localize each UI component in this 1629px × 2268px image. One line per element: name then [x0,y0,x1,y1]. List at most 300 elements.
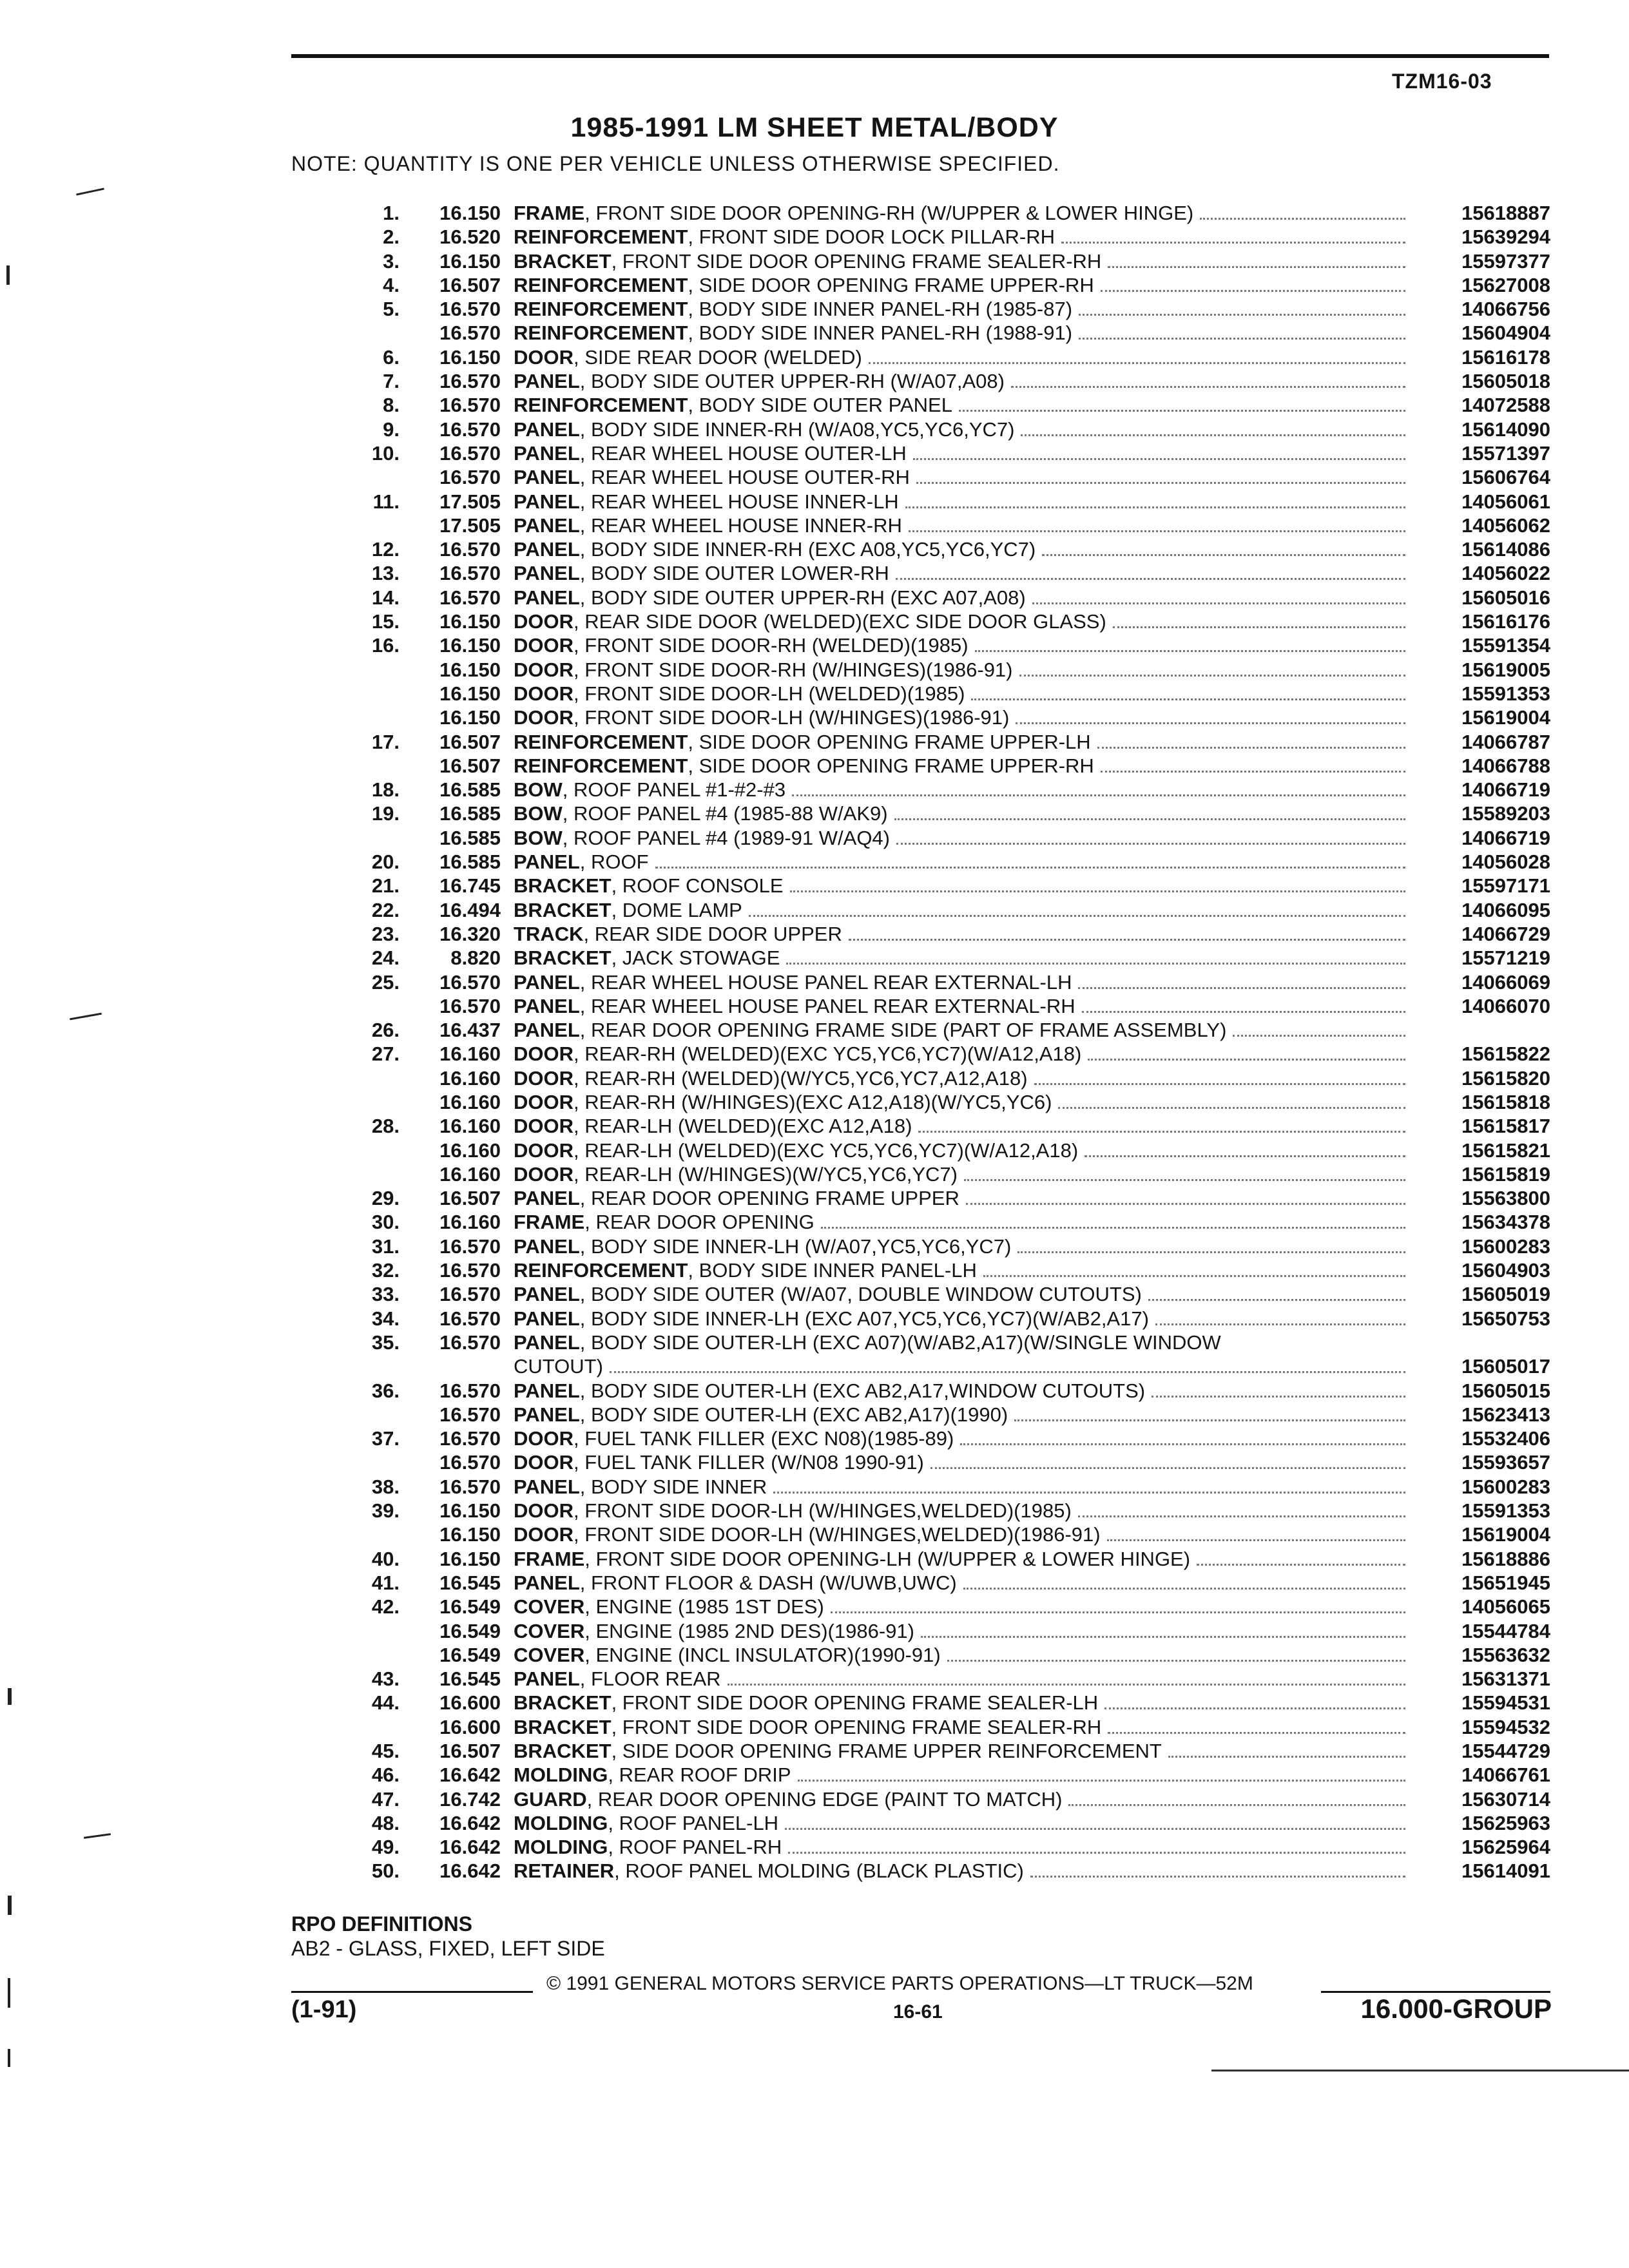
dot-leader [1108,1732,1405,1734]
dot-leader [1078,987,1405,989]
part-detail: , FRONT SIDE DOOR-LH (W/HINGES,WELDED)(1985) [574,1499,1072,1523]
part-keyword: BRACKET [514,898,612,921]
part-keyword: REINFORCEMENT [514,730,688,753]
group-code: 16.570 [439,1307,501,1330]
part-number: 15618886 [1461,1547,1550,1570]
part-number: 15571397 [1461,441,1550,465]
part-number: 15544784 [1461,1619,1550,1642]
dot-leader [1197,1564,1405,1566]
part-detail: , ENGINE (1985 2ND DES)(1986-91) [584,1619,914,1642]
part-number: 15619005 [1461,658,1550,681]
part-detail: , FLOOR REAR [579,1667,721,1691]
part-description [514,465,1409,490]
dot-leader [1042,554,1405,556]
item-number: 34. [371,1307,400,1330]
item-number: 9. [383,418,400,441]
parts-row [0,1210,1629,1234]
dot-leader [1084,1155,1405,1157]
dot-leader [821,1227,1405,1229]
dot-leader [1014,1419,1405,1421]
group-code: 16.150 [439,610,501,633]
scan-mark [8,2049,10,2067]
group-code: 16.570 [439,1403,501,1426]
part-keyword: DOOR [514,1115,574,1138]
part-number: 15605017 [1461,1354,1550,1378]
part-detail: , FRONT SIDE DOOR OPENING-RH (W/UPPER & LOWER HINGE) [584,202,1194,224]
group-code: 16.507 [439,730,501,753]
part-detail: , REAR-LH (W/HINGES)(W/YC5,YC6,YC7) [574,1162,958,1186]
part-detail: , BODY SIDE OUTER PANEL [688,394,952,417]
part-number: 14066069 [1461,970,1550,994]
part-description [514,1042,1409,1066]
part-number: 15625963 [1461,1811,1550,1834]
part-keyword: PANEL [514,1571,580,1594]
parts-row [0,1691,1629,1715]
part-number: 15605016 [1461,586,1550,609]
parts-row [0,1643,1629,1667]
dot-leader [1079,314,1405,316]
part-detail: , ENGINE (1985 1ST DES) [584,1595,824,1619]
group-code: 16.150 [439,345,501,369]
rpo-definition: AB2 - GLASS, FIXED, LEFT SIDE [291,1937,605,1960]
item-number: 13. [371,562,400,585]
parts-row [0,706,1629,729]
part-detail: , REAR SIDE DOOR (WELDED)(EXC SIDE DOOR GLASS) [574,610,1106,633]
parts-row [0,898,1629,922]
part-description [514,441,1409,466]
part-detail: , BODY SIDE OUTER-LH (EXC A07)(W/AB2,A17)(W/SINGLE WINDOW [579,1331,1221,1354]
parts-row [0,610,1629,633]
part-number: 15604903 [1461,1259,1550,1282]
group-code: 16.160 [439,1066,501,1090]
part-description [514,874,1409,898]
parts-row [0,1066,1629,1090]
item-number: 28. [371,1115,400,1138]
dot-leader [788,1852,1405,1854]
part-number: 15597377 [1461,249,1550,273]
item-number: 3. [383,249,400,273]
part-keyword: REINFORCEMENT [514,754,688,777]
part-description [514,778,1409,802]
part-number: 15605019 [1461,1283,1550,1306]
item-number: 39. [371,1499,400,1523]
item-number: 8. [383,394,400,417]
dot-leader [1058,1107,1405,1109]
part-number: 15591354 [1461,634,1550,657]
part-description [514,1547,1409,1571]
part-keyword: COVER [514,1619,585,1642]
part-number: 15571219 [1461,947,1550,970]
group-code: 16.570 [439,970,501,994]
part-number: 15589203 [1461,802,1550,825]
dot-leader [1061,242,1405,244]
group-code: 16.160 [439,1162,501,1186]
item-number: 38. [371,1475,400,1498]
part-keyword: BRACKET [514,874,612,898]
group-code: 16.160 [439,1115,501,1138]
group-code: 16.742 [439,1787,501,1811]
part-detail: , BODY SIDE INNER PANEL-RH (1985-87) [688,298,1073,321]
group-code: 16.160 [439,1139,501,1162]
item-number: 46. [371,1763,400,1787]
part-number: 15623413 [1461,1403,1550,1426]
part-detail: , BODY SIDE INNER-LH (EXC A07,YC5,YC6,YC7)(W/AB2,A17) [579,1307,1149,1330]
dot-leader [966,1203,1405,1205]
parts-row [0,1186,1629,1210]
item-number: 22. [371,898,400,921]
group-code: 16.570 [439,1235,501,1258]
part-detail: , FRONT SIDE DOOR-LH (W/HINGES,WELDED)(1986-91) [574,1523,1101,1546]
group-code: 16.570 [439,441,501,465]
item-number: 29. [371,1187,400,1210]
part-number: 14066719 [1461,778,1550,802]
part-detail: , BODY SIDE OUTER UPPER-RH (W/A07,A08) [579,370,1005,393]
part-number: 14056061 [1461,490,1550,513]
dot-leader [1032,602,1405,604]
part-description [514,970,1409,995]
dot-leader [1101,771,1405,773]
part-number: 14056028 [1461,850,1550,874]
part-detail: , SIDE DOOR OPENING FRAME UPPER REINFORCEMENT [611,1740,1162,1762]
item-number: 24. [371,947,400,970]
part-keyword: BOW [514,802,563,825]
parts-row [0,1763,1629,1787]
part-keyword: GUARD [514,1787,587,1811]
part-detail: , BODY SIDE INNER [579,1475,767,1498]
dot-leader [1082,1011,1405,1013]
parts-row [0,1114,1629,1138]
part-keyword: PANEL [514,850,580,874]
dot-leader [975,650,1405,652]
parts-row [0,1139,1629,1162]
item-number: 12. [371,538,400,561]
footer-date: (1-91) [291,1996,357,2023]
parts-row [0,345,1629,369]
part-number: 15591353 [1461,1499,1550,1523]
footer-page-number: 16-61 [893,2001,943,2023]
dot-leader [1078,1515,1405,1517]
part-number: 14066095 [1461,898,1550,921]
part-number: 15619004 [1461,706,1550,729]
parts-row [0,1523,1629,1546]
parts-row [0,369,1629,393]
part-keyword: PANEL [514,1403,580,1426]
part-keyword: PANEL [514,1187,580,1210]
part-description [514,1258,1409,1283]
part-number: 15631371 [1461,1667,1550,1691]
part-detail: , SIDE DOOR OPENING FRAME UPPER-RH [688,754,1094,777]
part-number: 15615818 [1461,1090,1550,1113]
part-keyword: REINFORCEMENT [514,322,688,345]
dot-leader [1034,1083,1405,1085]
dot-leader [785,1828,1405,1830]
parts-row [0,1859,1629,1883]
part-keyword: PANEL [514,970,580,994]
part-number: 14066756 [1461,298,1550,321]
part-description [514,1162,1409,1187]
part-detail: , ROOF CONSOLE [611,874,784,898]
part-description [514,682,1409,706]
part-keyword: FRAME [514,1547,585,1570]
dot-leader [964,1179,1405,1181]
parts-row [0,465,1629,489]
dot-leader [983,1275,1405,1277]
part-description [514,1403,1409,1427]
part-description [514,418,1409,442]
part-detail: , REAR WHEEL HOUSE INNER-RH [579,514,902,537]
part-number: 15618887 [1461,202,1550,224]
part-number: 14066787 [1461,730,1550,753]
part-keyword: DOOR [514,1427,574,1450]
dot-leader [905,506,1405,508]
part-keyword: PANEL [514,1475,580,1498]
dot-leader [655,867,1405,869]
group-code: 16.150 [439,634,501,657]
part-description [514,369,1409,394]
group-code: 16.642 [439,1811,501,1834]
part-detail: , REAR WHEEL HOUSE PANEL REAR EXTERNAL-LH [579,970,1072,994]
part-detail: , FUEL TANK FILLER (EXC N08)(1985-89) [574,1427,954,1450]
part-description [514,1571,1409,1595]
parts-row [0,826,1629,850]
group-code: 16.507 [439,754,501,777]
part-detail: , BODY SIDE OUTER LOWER-RH [579,562,889,585]
part-number: 14066719 [1461,826,1550,849]
scan-mark [8,1978,10,2008]
part-number: 14066788 [1461,754,1550,777]
dot-leader [1088,1059,1405,1061]
part-detail: , FRONT SIDE DOOR OPENING FRAME SEALER-RH [611,249,1102,273]
group-code: 16.600 [439,1691,501,1715]
part-detail: , REAR WHEEL HOUSE PANEL REAR EXTERNAL-RH [579,994,1075,1017]
part-description [514,1427,1409,1451]
part-keyword: PANEL [514,1331,580,1354]
part-keyword: COVER [514,1643,585,1666]
part-description [514,249,1409,274]
dot-leader [786,963,1405,965]
part-description [514,1763,1409,1787]
part-description [514,1691,1409,1715]
group-code: 16.585 [439,802,501,825]
part-detail: , ROOF [579,850,649,874]
parts-row [0,633,1629,657]
dot-leader [1019,675,1405,677]
part-description [514,730,1409,754]
item-number: 23. [371,922,400,945]
part-keyword: DOOR [514,706,574,729]
group-code: 16.545 [439,1667,501,1691]
part-number: 15614091 [1461,1860,1550,1883]
part-description [514,1066,1409,1091]
part-detail: , FRONT SIDE DOOR-LH (W/HINGES)(1986-91) [574,706,1010,729]
part-detail: , REAR-LH (WELDED)(EXC YC5,YC6,YC7)(W/A12,A18) [574,1139,1079,1162]
part-description [514,898,1409,923]
parts-row [0,418,1629,441]
part-keyword: DOOR [514,1451,574,1474]
group-code: 16.549 [439,1595,501,1619]
part-detail: , ROOF PANEL #4 (1989-91 W/AQ4) [562,826,890,849]
item-number: 15. [371,610,400,633]
part-keyword: TRACK [514,922,584,945]
part-number: 15639294 [1461,226,1550,249]
part-number: 15593657 [1461,1451,1550,1474]
scan-mark [76,187,104,195]
part-description [514,633,1409,658]
part-keyword: DOOR [514,1162,574,1186]
part-keyword: PANEL [514,418,580,441]
part-description [514,1379,1409,1403]
part-keyword: BRACKET [514,947,612,970]
dot-leader [1152,1396,1405,1398]
item-number: 6. [383,345,400,369]
group-code: 16.570 [439,1451,501,1474]
parts-row [0,1787,1629,1811]
part-description [514,225,1409,249]
part-detail: , REAR DOOR OPENING FRAME SIDE (PART OF FRAME ASSEMBLY) [579,1019,1227,1042]
part-detail: , FRONT SIDE DOOR LOCK PILLAR-RH [688,226,1055,249]
part-number: 15594532 [1461,1715,1550,1738]
group-code: 16.570 [439,1331,501,1354]
part-detail: , SIDE REAR DOOR (WELDED) [574,345,862,369]
part-detail: , FRONT SIDE DOOR-RH (W/HINGES)(1986-91) [574,658,1013,681]
parts-row [0,249,1629,273]
footer-rule-right [1321,1991,1550,1993]
part-detail: , REAR DOOR OPENING FRAME UPPER [579,1187,959,1210]
dot-leader [971,698,1405,700]
part-keyword: BRACKET [514,1691,612,1715]
part-keyword: BOW [514,826,563,849]
part-description [514,850,1409,874]
part-detail: , BODY SIDE OUTER-LH (EXC AB2,A17)(1990) [579,1403,1008,1426]
dot-leader [792,794,1405,796]
parts-row [0,561,1629,585]
part-number: 15615817 [1461,1115,1550,1138]
parts-row [0,874,1629,898]
part-number: 15600283 [1461,1235,1550,1258]
part-number: 14066761 [1461,1763,1550,1787]
part-description [514,1667,1409,1691]
dot-leader [913,458,1405,460]
part-description [514,922,1409,947]
dot-leader [916,482,1405,484]
part-description [514,321,1409,345]
part-detail: , REAR-LH (WELDED)(EXC A12,A18) [574,1115,912,1138]
group-code: 16.570 [439,418,501,441]
footer-copyright: © 1991 GENERAL MOTORS SERVICE PARTS OPERATIONS—LT TRUCK—52M [546,1973,1253,1994]
dot-leader [960,1443,1405,1445]
item-number: 48. [371,1811,400,1834]
part-detail: , FRONT FLOOR & DASH (W/UWB,UWC) [579,1571,957,1594]
parts-row [0,1835,1629,1859]
top-rule [291,54,1549,58]
part-detail: , REAR SIDE DOOR UPPER [583,922,842,945]
dot-leader [1011,386,1405,388]
part-detail: , FRONT SIDE DOOR OPENING FRAME SEALER-RH [611,1715,1102,1738]
part-number: 14066070 [1461,994,1550,1017]
part-detail: , FUEL TANK FILLER (W/N08 1990-91) [574,1451,924,1474]
part-detail: , ENGINE (INCL INSULATOR)(1990-91) [584,1643,941,1666]
parts-row [0,1258,1629,1282]
part-description [514,1114,1409,1139]
dot-leader [1148,1299,1405,1301]
group-code: 16.507 [439,1740,501,1762]
parts-row [0,297,1629,321]
bottom-rule [1211,2070,1629,2071]
part-number: 15563632 [1461,1643,1550,1666]
part-keyword: PANEL [514,1283,580,1306]
group-code: 16.549 [439,1619,501,1642]
dot-leader [1068,1804,1405,1806]
part-description [514,1859,1409,1883]
part-number: 15625964 [1461,1836,1550,1859]
rpo-heading: RPO DEFINITIONS [291,1912,472,1936]
dot-leader [610,1371,1405,1373]
dot-leader [918,1131,1405,1133]
part-description [514,1787,1409,1812]
parts-row [0,1595,1629,1619]
parts-row [0,850,1629,874]
parts-list [0,201,1629,1883]
footer-rule-left [291,1991,533,1993]
item-number: 2. [383,226,400,249]
scan-mark [8,1896,12,1915]
part-detail: , REAR WHEEL HOUSE OUTER-RH [579,466,910,489]
parts-row [0,1715,1629,1739]
parts-row [0,778,1629,802]
part-description [514,1307,1409,1331]
dot-leader [947,1660,1405,1662]
dot-leader [930,1467,1405,1469]
part-description [514,1523,1409,1547]
group-code: 16.570 [439,1283,501,1306]
item-number: 44. [371,1691,400,1715]
dot-leader [790,890,1405,892]
part-description [514,1210,1409,1235]
part-keyword: PANEL [514,562,580,585]
group-code: 16.160 [439,1211,501,1234]
part-detail: , REAR ROOF DRIP [608,1763,791,1787]
part-detail: , SIDE DOOR OPENING FRAME UPPER-RH [688,273,1094,296]
dot-leader [1200,218,1405,220]
group-code: 16.570 [439,1427,501,1450]
part-number: 15563800 [1461,1187,1550,1210]
part-detail: , BODY SIDE INNER-LH (W/A07,YC5,YC6,YC7) [579,1235,1012,1258]
item-number: 26. [371,1019,400,1042]
part-description [514,1139,1409,1163]
part-description [514,345,1409,370]
group-code: 16.570 [439,322,501,345]
parts-row [0,1282,1629,1306]
part-number: 15594531 [1461,1691,1550,1715]
group-code: 16.150 [439,1499,501,1523]
group-code: 16.150 [439,658,501,681]
group-code: 16.745 [439,874,501,898]
part-number: 15615822 [1461,1043,1550,1066]
part-description [514,1643,1409,1667]
part-detail: , BODY SIDE INNER PANEL-LH [688,1259,977,1282]
parts-row [0,1379,1629,1403]
footer-group: 16.000-GROUP [1360,1994,1552,2024]
part-keyword: PANEL [514,994,580,1017]
parts-row [0,537,1629,561]
group-code: 17.505 [439,490,501,513]
part-detail: , REAR-RH (W/HINGES)(EXC A12,A18)(W/YC5,YC6) [574,1090,1052,1113]
part-detail: , JACK STOWAGE [611,947,780,970]
dot-leader [849,939,1405,941]
part-description [514,1282,1409,1307]
dot-leader [728,1684,1405,1686]
item-number: 45. [371,1740,400,1762]
